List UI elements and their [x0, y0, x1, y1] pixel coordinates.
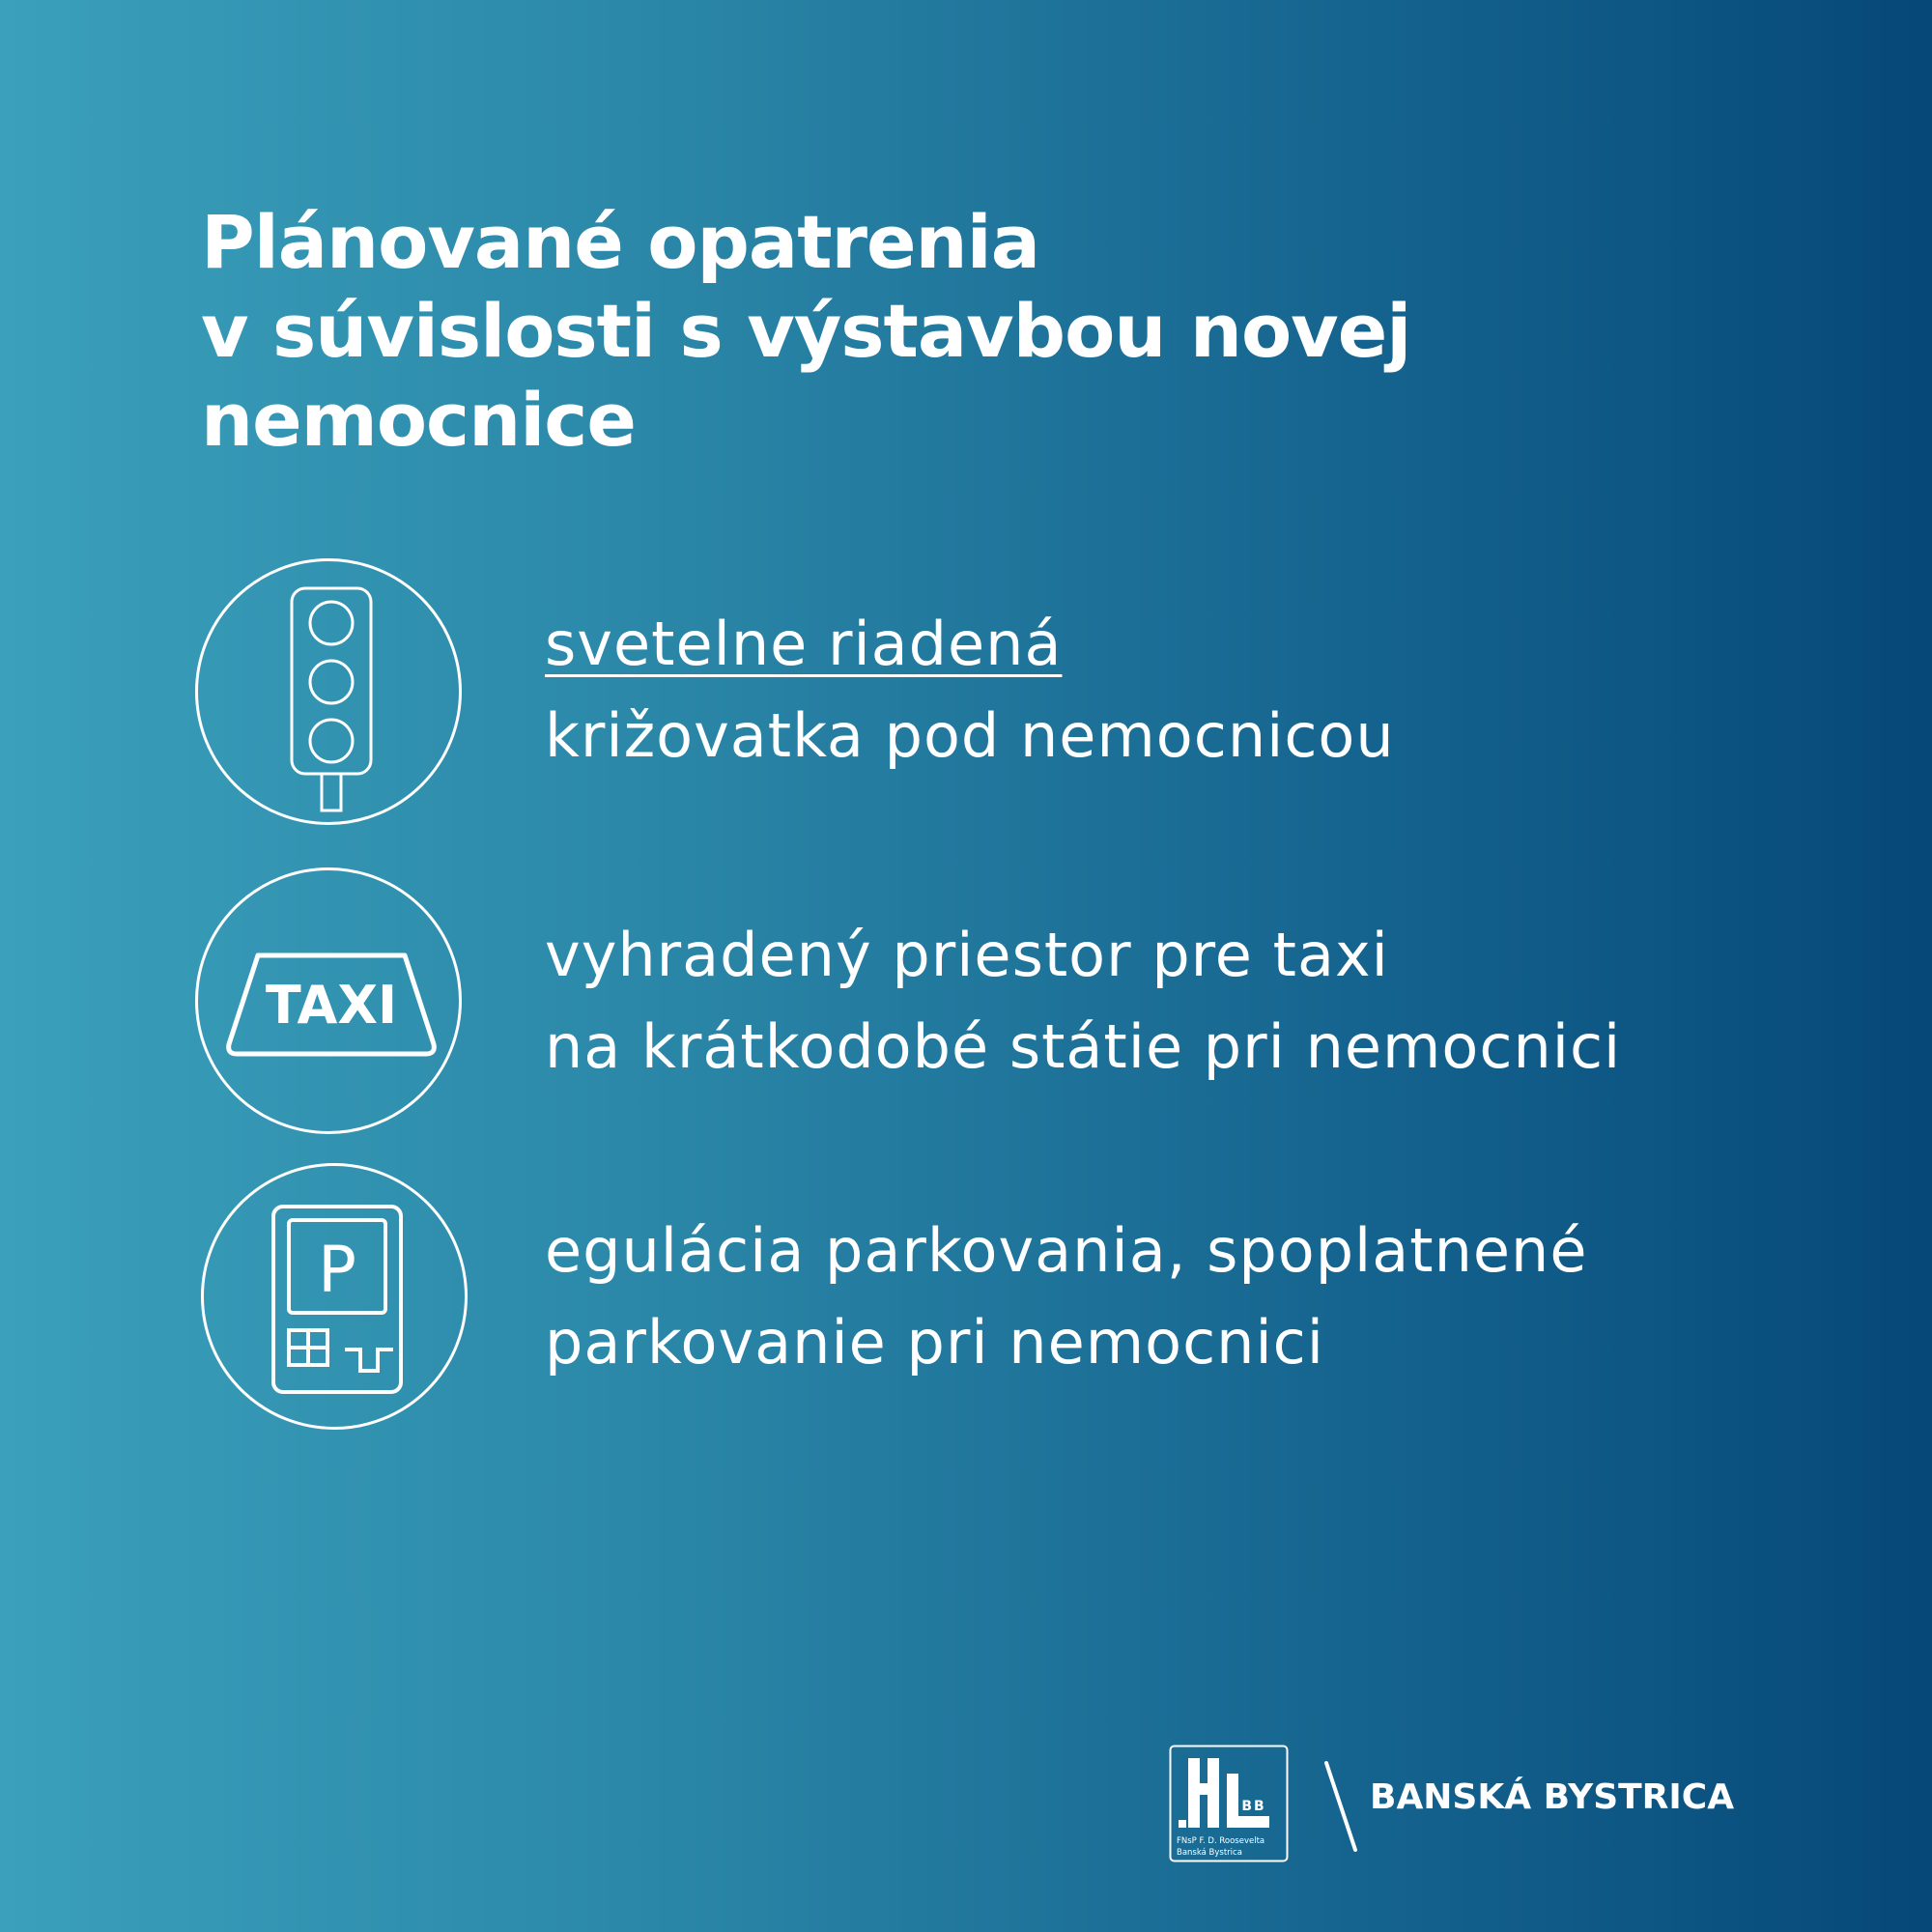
- item-2-line-1: vyhradený priestor pre taxi: [545, 920, 1389, 990]
- parking-label: P: [318, 1233, 356, 1307]
- traffic-light-icon: [195, 558, 462, 825]
- item-2-line-2: na krátkodobé státie pri nemocnici: [545, 1011, 1622, 1082]
- title-line-2: v súvislosti s výstavbou novej: [201, 288, 1411, 374]
- item-traffic-light-text: [545, 598, 1897, 781]
- item-parking-text: [545, 1205, 1897, 1388]
- taxi-sign-icon: [195, 867, 462, 1134]
- parking-meter-icon: [201, 1163, 468, 1430]
- item-1-line-2: križovatka pod nemocnicou: [545, 700, 1395, 771]
- hospital-logo-line1: FNsP F. D. Roosevelta: [1177, 1836, 1265, 1846]
- city-logo-text: BANSKÁ BYSTRICA: [1370, 1777, 1735, 1817]
- item-3-line-2: parkovanie pri nemocnici: [545, 1307, 1324, 1378]
- taxi-sign-label: TAXI: [265, 975, 398, 1036]
- item-3-line-1: egulácia parkovania, spoplatnené: [545, 1215, 1588, 1286]
- title-line-1: Plánované opatrenia: [201, 199, 1039, 285]
- page-title: [201, 198, 1650, 465]
- title-line-3: nemocnice: [201, 377, 636, 463]
- divider-slash: [1321, 1758, 1360, 1859]
- item-1-line-1: svetelne riadená: [545, 609, 1063, 679]
- hospital-logo-line2: Banská Bystrica: [1177, 1848, 1242, 1858]
- hospital-logo: [1169, 1745, 1289, 1866]
- hospital-logo-letters: BB: [1241, 1799, 1266, 1814]
- item-taxi-text: [545, 909, 1897, 1093]
